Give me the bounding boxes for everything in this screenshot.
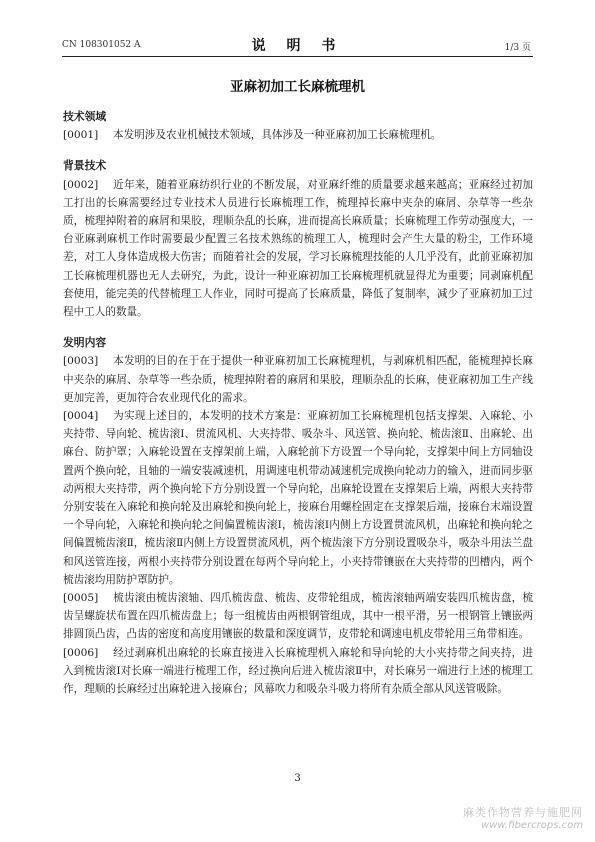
page-info: 1/3 页 (504, 43, 531, 53)
paragraph-number: [0004] (63, 410, 99, 423)
paragraph (63, 407, 533, 589)
paragraph (63, 176, 533, 322)
section-heading-invention: 发明内容 (63, 336, 107, 350)
paragraph-text: 梳齿滚由梳齿滚轴、四爪梳齿盘、梳齿、皮带轮组成，梳齿滚轴两端安装四爪梳齿盘，梳齿呈螺旋状布置在四爪梳齿盘上；每一组梳齿由两根钢管组成，其中一根平滑，另一根钢管上镶嵌两排圆顶凸齿，凸齿的密度和高度用镶嵌的数量和深度调节，皮带轮和调速电机皮带轮用三角带相连。 (63, 592, 533, 641)
paragraph-number: [0005] (63, 592, 99, 605)
paragraph-number: [0001] (63, 129, 99, 142)
paragraph-number: [0002] (63, 178, 99, 191)
doc-id: CN 108301052 A (62, 40, 141, 50)
paragraph-number: [0003] (63, 355, 99, 368)
paragraph (63, 352, 533, 407)
watermark-name: 麻类作物营养与施肥网 (463, 806, 583, 819)
section-heading-tech-field: 技术领域 (63, 110, 107, 123)
paragraph-number: [0006] (63, 646, 99, 659)
header-divider (62, 56, 533, 57)
paragraph (63, 589, 533, 644)
watermark (463, 806, 583, 832)
document-body (63, 108, 533, 698)
section-heading-background: 背景技术 (63, 159, 107, 173)
paragraph-text: 本发明的目的在于在于提供一种亚麻初加工长麻梳理机，与剥麻机相匹配，能梳理掉长麻中夹杂的麻屑、杂草等一些杂质，梳理掉附着的麻屑和果胶，理顺杂乱的长麻，使亚麻初加工生产线更加完善，更加符合农业现代化的需求。 (63, 355, 533, 404)
paragraph-text: 本发明涉及农业机械技术领域，具体涉及一种亚麻初加工长麻梳理机。 (113, 129, 442, 142)
page-number: 3 (294, 773, 301, 784)
watermark-url: www.fibercrops.com (481, 820, 583, 831)
paragraph-text: 经过剥麻机出麻轮的长麻直接进入长麻梳理机入麻轮和导向轮的大小夹持带之间夹持，进入到梳齿滚Ⅰ对长麻一端进行梳理工作，经过换向后进入梳齿滚Ⅱ中，对长麻另一端进行上述的梳理工作，理顺的长麻经过出麻轮进入接麻台；风幕吹力和吸杂斗吸力将所有杂质全部从风送管吸除。 (63, 646, 533, 696)
document-title: 亚麻初加工长麻梳理机 (230, 79, 365, 95)
paragraph-text: 为实现上述目的，本发明的技术方案是：亚麻初加工长麻梳理机包括支撑架、入麻轮、小夹持带、导向轮、梳齿滚Ⅰ、贯流风机、大夹持带、吸杂斗、风送管、换向轮、梳齿滚Ⅱ、出麻轮、出麻台、防护罩；入麻轮设置在支撑架前上端，入麻轮前下方设置一个导向轮，支撑架中间上方同轴设置两个换向轮，且轴的一端安装减速机，用调速电机带动减速机完成换向轮动力的输入，进而同步驱动两根大夹持带，两个换向轮下方分别设置一个导向轮，出麻轮设置在支撑架后上端，两根大夹持带分别安装在入麻轮和换向轮及出麻轮和换向轮上，接麻台用螺栓固定在支撑架后端，接麻台末端设置一个导向轮，入麻轮和换向轮之间偏置梳齿滚Ⅰ，梳齿滚Ⅰ内侧上方设置贯流风机，出麻轮和换向轮之间偏置梳齿滚Ⅱ，梳齿滚Ⅱ内侧上方设置贯流风机，两个梳齿滚下方分别设置吸杂斗，吸杂斗用法兰盘和风送管连接，两根小夹持带分别设置在每两个导向轮上，小夹持带镶嵌在大夹持带的凹槽内，两个梳齿滚均用防护罩防护。 (63, 410, 533, 586)
paragraph-text: 近年来，随着亚麻纺织行业的不断发展，对亚麻纤维的质量要求越来越高；亚麻经过初加工打出的长麻需要经过专业技术人员进行长麻梳理工作，梳理掉长麻中夹杂的麻屑、杂草等一些杂质，梳理掉附着的麻屑和果胶，理顺杂乱的长麻，进而提高长麻质量；长麻梳理工作劳动强度大，一台亚麻剥麻机工作时需要最少配置三名技术熟练的梳理工人，梳理时会产生大量的粉尘，工作环境差，对工人身体造成极大伤害；而随着社会的发展，学习长麻梳理技能的人几乎没有，此前亚麻初加工长麻梳理机器也无人去研究，为此，设计一种亚麻初加工长麻梳理机就显得尤为重要；同剥麻机配套使用，能完美的代替梳理工人作业，同时可提高了长麻质量，降低了复制率，减少了亚麻初加工过程中工人的数量。 (63, 178, 533, 319)
paragraph (63, 126, 533, 144)
header-title: 说 明 书 (251, 38, 344, 54)
paragraph (63, 644, 533, 699)
